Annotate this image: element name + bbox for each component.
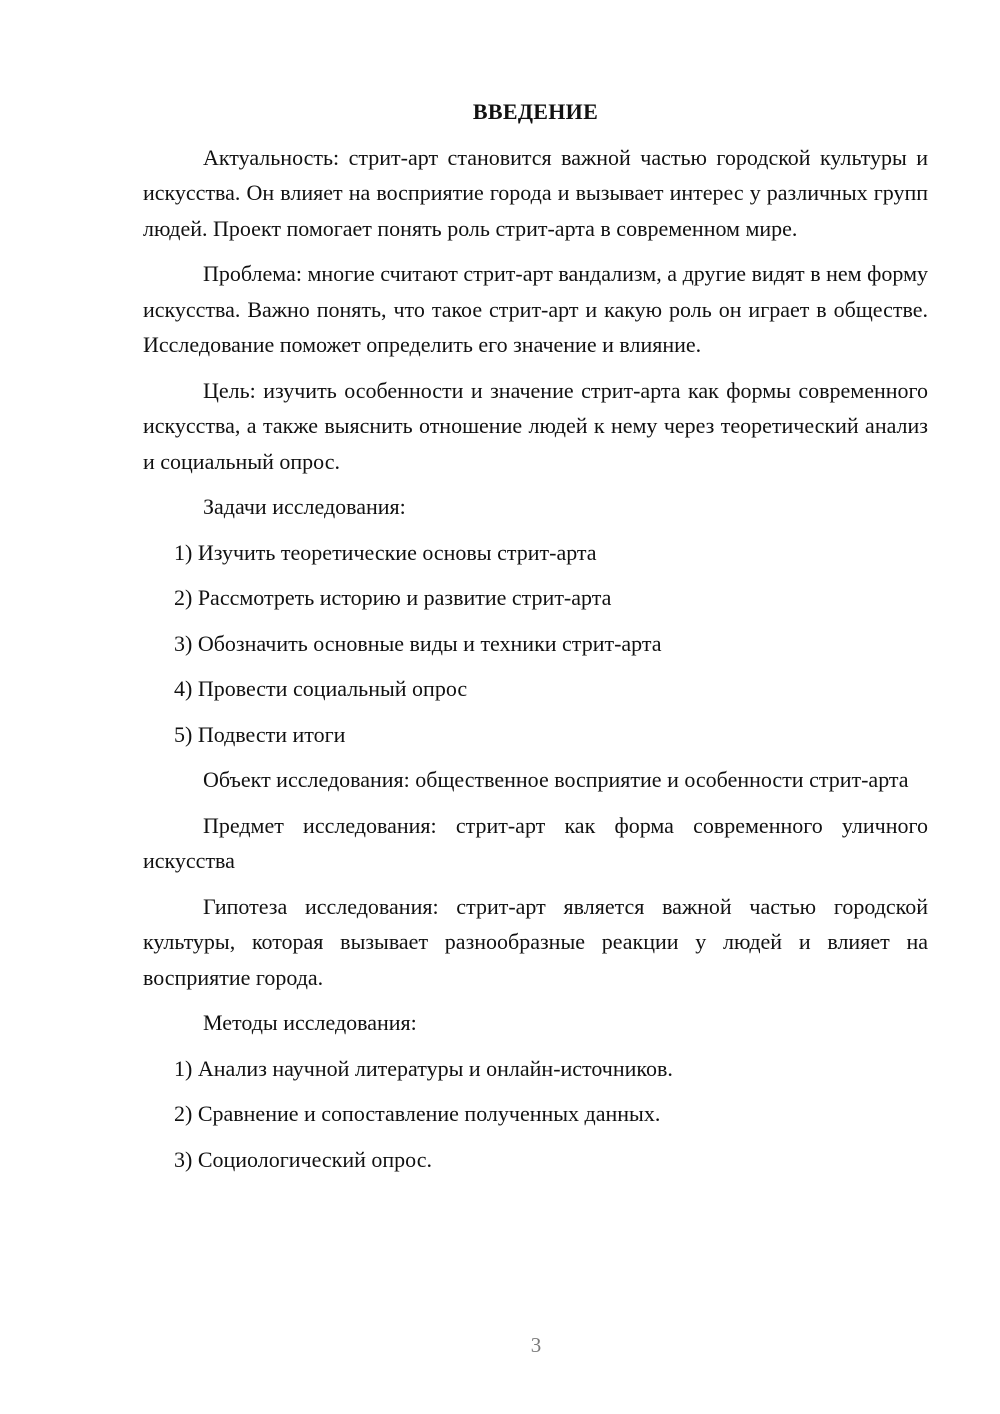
paragraph-relevance: Актуальность: стрит-арт становится важной частью городской культуры и искусства. Он влияет на восприятие города и вызывает интерес у различных групп людей. Проект помогает понять роль стрит-арта в современном мире. (143, 144, 928, 241)
paragraph-object: Объект исследования: общественное восприятие и особенности стрит-арта (203, 767, 909, 792)
paragraph-hypothesis: Гипотеза исследования: стрит-арт является важной частью городской культуры, которая вызывает разнообразные реакции у людей и влияет на восприятие города. (143, 893, 928, 990)
methods-list (143, 1051, 928, 1178)
page-content (143, 94, 928, 1187)
list-item: 2) Сравнение и сопоставление полученных данных. (174, 1101, 661, 1126)
tasks-list (143, 535, 928, 753)
list-item: 3) Социологический опрос. (174, 1146, 432, 1172)
list-item: 2) Рассмотреть историю и развитие стрит-арта (174, 585, 612, 610)
list-item: 5) Подвести итоги (174, 721, 346, 747)
paragraph-problem: Проблема: многие считают стрит-арт вандализм, а другие видят в нем форму искусства. Важно понять, что такое стрит-арт и какую роль он играет в обществе. Исследование поможет определить его значение и влияние. (143, 261, 928, 357)
paragraph-goal: Цель: изучить особенности и значение стрит-арта как формы современного искусства, а также выяснить отношение людей к нему через теоретический анализ и социальный опрос. (143, 377, 928, 474)
list-item: 4) Провести социальный опрос (174, 676, 468, 701)
list-item: 1) Анализ научной литературы и онлайн-источников. (174, 1055, 673, 1081)
paragraph-subject: Предмет исследования: стрит-арт как форма современного уличного искусства (143, 812, 928, 873)
page-number: 3 (530, 1333, 542, 1357)
list-item: 1) Изучить теоретические основы стрит-арта (174, 539, 597, 565)
section-title: ВВЕДЕНИЕ (472, 99, 599, 124)
list-item: 3) Обозначить основные виды и техники стрит-арта (174, 630, 662, 656)
methods-heading: Методы исследования: (203, 1010, 417, 1035)
tasks-heading: Задачи исследования: (203, 494, 406, 519)
